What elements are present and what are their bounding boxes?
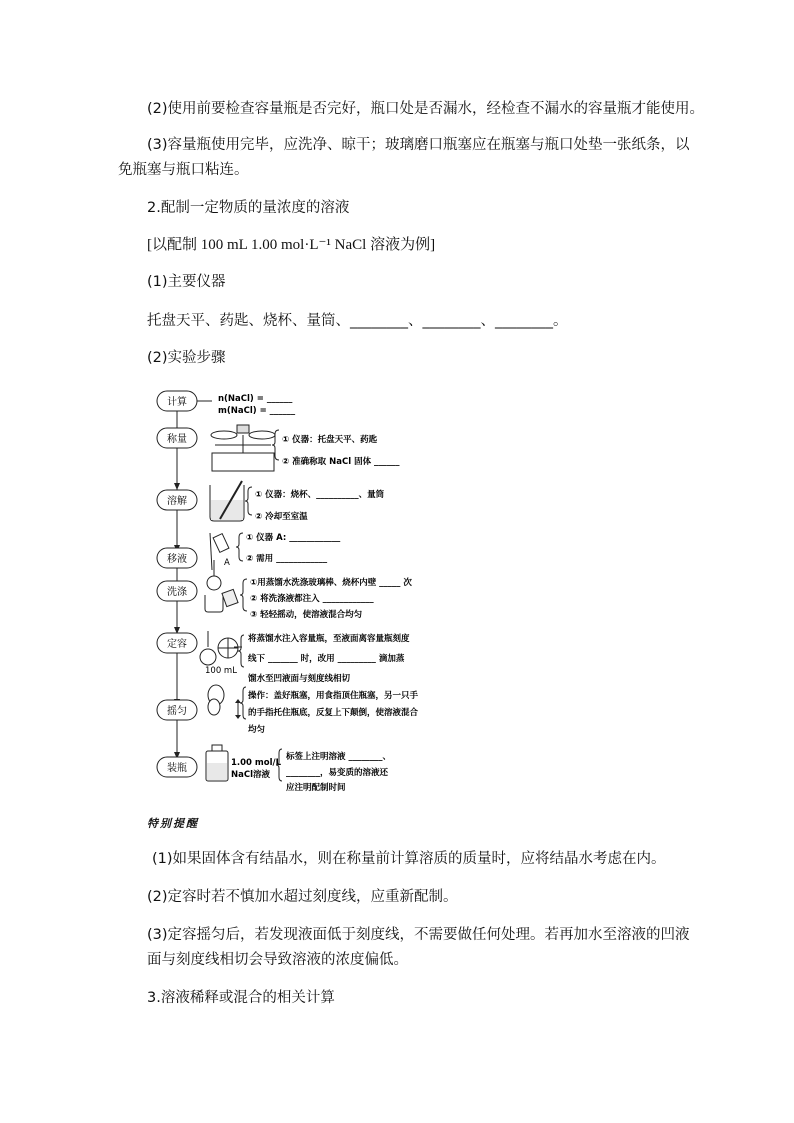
bottle-label-2: NaCl溶液 (231, 770, 271, 780)
bottle-label-1: 1.00 mol/L (231, 758, 282, 768)
tip-1: (1)如果固体含有结晶水，则在称量前计算溶质的质量时，应将结晶水考虑在内。 (152, 851, 666, 867)
brace (240, 579, 247, 611)
step-wash (157, 581, 197, 601)
section-heading-2: 2.配制一定物质的量浓度的溶液 (147, 200, 350, 216)
transfer-note-2: ② 需用 ____________ (246, 554, 328, 564)
weigh-note-2: ② 准确称取 NaCl 固体 ______ (282, 457, 400, 467)
wash-note-1: ①用蒸馏水洗涤玻璃棒、烧杯内壁 _____ 次 (250, 578, 412, 588)
step-weigh-label: 称量 (167, 434, 187, 445)
transfer-note-1: ① 仪器 A: ____________ (246, 533, 341, 543)
reagent-bottle-icon (206, 745, 228, 781)
paragraph-after-use-line2: 免瓶塞与瓶口粘连。 (118, 162, 249, 178)
bottle-note-3: 应注明配制时间 (286, 783, 346, 793)
example-note: [以配制 100 mL 1.00 mol·L⁻¹ NaCl 溶液为例] (147, 237, 436, 253)
shake-note-3: 均匀 (248, 725, 266, 735)
dilute-note-3: 馏水至凹液面与刻度线相切 (248, 674, 351, 684)
brace (238, 635, 244, 667)
shake-note-2: 的手指托住瓶底，反复上下颠倒，使溶液混合 (248, 708, 419, 718)
bottle-note-1: 标签上注明溶液 ________、 (286, 752, 391, 762)
calc-m-line: m(NaCl) = ______ (218, 406, 296, 416)
bottle-note-2: ________，易变质的溶液还 (286, 768, 389, 778)
tip-2: (2)定容时若不慎加水超过刻度线，应重新配制。 (147, 889, 458, 905)
step-bottle (157, 757, 197, 777)
brace (245, 487, 252, 515)
dilute-note-2: 线下 _______ 时，改用 _________ 滴加蒸 (248, 654, 405, 664)
steps-title: (2)实验步骤 (147, 350, 226, 366)
wash-note-3: ③ 轻轻摇动，使溶液混合均匀 (250, 610, 363, 620)
dissolve-note-1: ① 仪器：烧杯、__________、量筒 (255, 490, 385, 500)
procedure-diagram (150, 385, 450, 795)
step-calc-label: 计算 (167, 397, 187, 408)
main-instruments-title: (1)主要仪器 (147, 274, 226, 290)
step-shake-label: 摇匀 (167, 706, 187, 717)
main-instruments-list: 托盘天平、药匙、烧杯、量筒、________、________、________。 (147, 313, 568, 329)
flask-capacity-label: 100 mL (205, 666, 237, 676)
tip-3-line1: (3)定容摇匀后，若发现液面低于刻度线，不需要做任何处理。若再加水至溶液的凹液 (147, 927, 690, 943)
arrow-icon (174, 483, 180, 490)
shaking-hands-icon (208, 685, 241, 719)
step-dilute (157, 633, 197, 653)
wash-beaker-icon (205, 589, 238, 612)
paragraph-volumetric-check: (2)使用前要检查容量瓶是否完好，瓶口处是否漏水，经检查不漏水的容量瓶才能使用。 (147, 101, 705, 117)
label-a: A (224, 558, 230, 568)
beaker-icon (210, 481, 244, 521)
wash-note-2: ② 将洗涤液都注入 ____________ (250, 594, 374, 604)
balance-icon (211, 425, 275, 471)
section-heading-3: 3.溶液稀释或混合的相关计算 (147, 990, 335, 1006)
step-transfer-label: 移液 (167, 554, 187, 565)
step-dissolve-label: 溶解 (167, 496, 187, 507)
step-transfer (157, 548, 197, 568)
brace (240, 687, 246, 719)
step-shake (157, 700, 197, 720)
tips-title: 特别提醒 (147, 817, 199, 830)
dissolve-note-2: ② 冷却至室温 (255, 512, 308, 522)
step-calc (157, 391, 197, 411)
volumetric-flask-icon (200, 631, 238, 665)
step-dilute-label: 定容 (167, 639, 187, 650)
paragraph-after-use-line1: (3)容量瓶使用完毕，应洗净、晾干；玻璃磨口瓶塞应在瓶塞与瓶口处垫一张纸条，以 (147, 137, 690, 153)
step-bottle-label: 装瓶 (167, 763, 187, 774)
shake-note-1: 操作：盖好瓶塞，用食指顶住瓶塞，另一只手 (248, 691, 419, 701)
dilute-note-1: 将蒸馏水注入容量瓶，至液面离容量瓶刻度 (248, 634, 410, 644)
step-wash-label: 洗涤 (167, 587, 187, 598)
step-weigh (157, 428, 197, 448)
tip-3-line2: 面与刻度线相切会导致溶液的浓度偏低。 (147, 952, 408, 968)
calc-n-line: n(NaCl) = ______ (218, 394, 293, 404)
weigh-note-1: ① 仪器：托盘天平、药匙 (282, 435, 378, 445)
step-dissolve (157, 490, 197, 510)
brace (236, 533, 243, 561)
